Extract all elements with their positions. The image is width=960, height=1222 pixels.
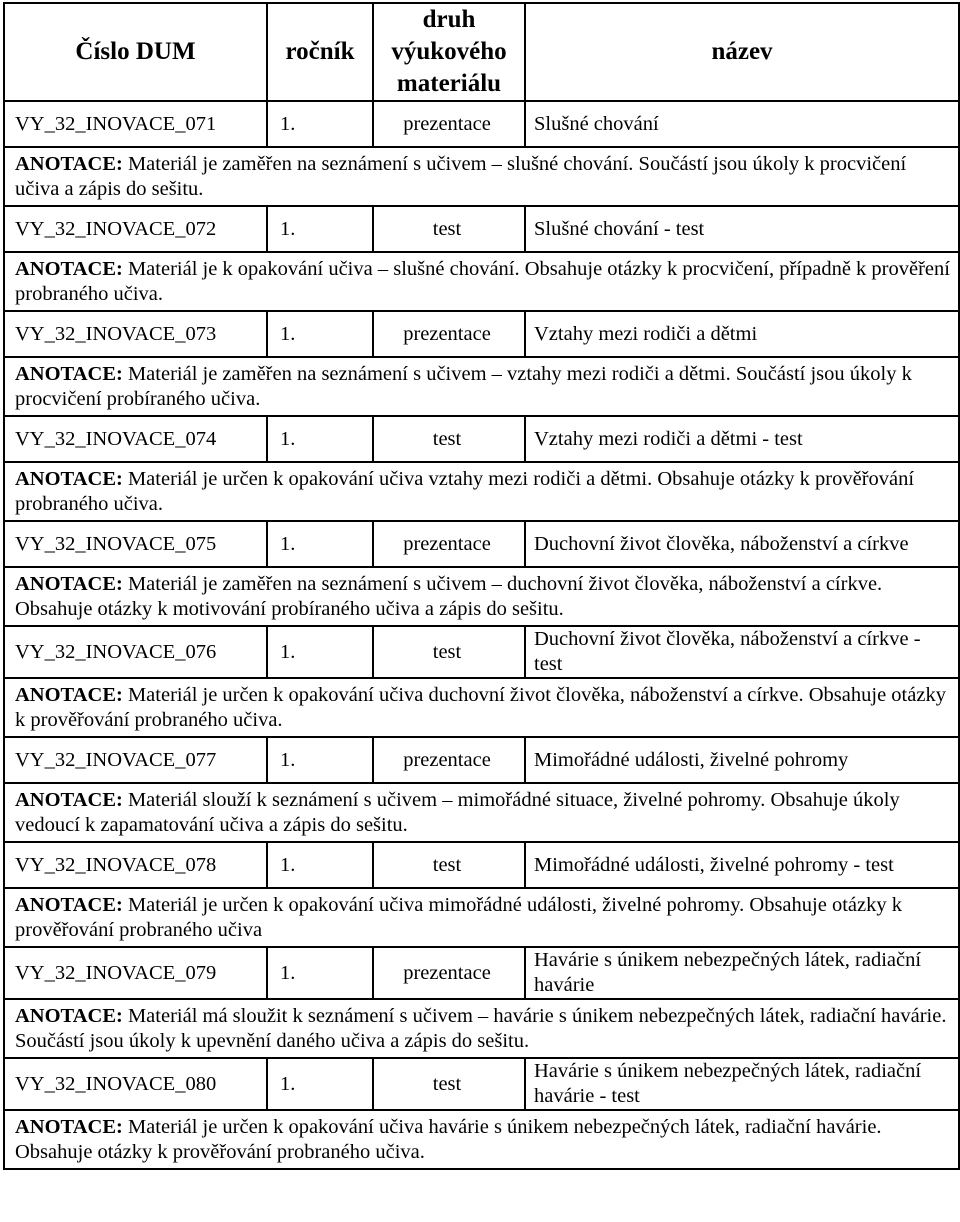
cell-type: prezentace — [373, 521, 525, 567]
annotation-cell — [4, 783, 959, 842]
annotation-cell — [4, 567, 959, 626]
cell-code: VY_32_INOVACE_077 — [4, 737, 267, 783]
annotation-row — [4, 147, 959, 206]
annotation-label: ANOTACE: — [15, 1005, 123, 1027]
annotation-cell — [4, 999, 959, 1058]
table-row — [4, 206, 959, 252]
annotation-text: Materiál je zaměřen na seznámení s učivem – vztahy mezi rodiči a dětmi. Součástí jsou úkoly k procvičení probíraného učiva. — [15, 363, 912, 410]
cell-code: VY_32_INOVACE_075 — [4, 521, 267, 567]
annotation-label: ANOTACE: — [15, 684, 123, 706]
cell-type: test — [373, 626, 525, 678]
annotation-row — [4, 783, 959, 842]
table-row — [4, 1058, 959, 1110]
table-row — [4, 626, 959, 678]
annotation-row — [4, 1110, 959, 1169]
annotation-label: ANOTACE: — [15, 573, 123, 595]
cell-code: VY_32_INOVACE_076 — [4, 626, 267, 678]
annotation-label: ANOTACE: — [15, 363, 123, 385]
header-name: název — [525, 3, 959, 101]
annotation-cell — [4, 147, 959, 206]
cell-code: VY_32_INOVACE_079 — [4, 947, 267, 999]
annotation-text: Materiál je určen k opakování učiva mimořádné události, živelné pohromy. Obsahuje otázky k prověřování probraného učiva — [15, 894, 902, 941]
annotation-row — [4, 999, 959, 1058]
annotation-label: ANOTACE: — [15, 258, 123, 280]
annotation-row — [4, 357, 959, 416]
annotation-cell — [4, 252, 959, 311]
table-row — [4, 101, 959, 147]
cell-name: Havárie s únikem nebezpečných látek, radiační havárie — [525, 947, 959, 999]
annotation-row — [4, 888, 959, 947]
cell-code: VY_32_INOVACE_073 — [4, 311, 267, 357]
table-row — [4, 311, 959, 357]
cell-grade: 1. — [267, 1058, 373, 1110]
header-grade: ročník — [267, 3, 373, 101]
cell-type: test — [373, 1058, 525, 1110]
cell-grade: 1. — [267, 416, 373, 462]
cell-code: VY_32_INOVACE_080 — [4, 1058, 267, 1110]
cell-name: Duchovní život člověka, náboženství a církve — [525, 521, 959, 567]
annotation-text: Materiál slouží k seznámení s učivem – mimořádné situace, živelné pohromy. Obsahuje úkoly vedoucí k zapamatování učiva a zápis do sešitu. — [15, 789, 900, 836]
cell-code: VY_32_INOVACE_072 — [4, 206, 267, 252]
cell-code: VY_32_INOVACE_074 — [4, 416, 267, 462]
annotation-label: ANOTACE: — [15, 1116, 123, 1138]
cell-grade: 1. — [267, 311, 373, 357]
cell-name: Vztahy mezi rodiči a dětmi - test — [525, 416, 959, 462]
cell-type: prezentace — [373, 101, 525, 147]
annotation-text: Materiál je zaměřen na seznámení s učivem – slušné chování. Součástí jsou úkoly k procvičení učiva a zápis do sešitu. — [15, 153, 907, 200]
cell-name: Mimořádné události, živelné pohromy - test — [525, 842, 959, 888]
annotation-row — [4, 678, 959, 737]
cell-name: Duchovní život člověka, náboženství a církve - test — [525, 626, 959, 678]
annotation-text: Materiál je zaměřen na seznámení s učivem – duchovní život člověka, náboženství a církve. Obsahuje otázky k motivování probíraného učiva a zápis do sešitu. — [15, 573, 883, 620]
cell-grade: 1. — [267, 206, 373, 252]
cell-name: Vztahy mezi rodiči a dětmi — [525, 311, 959, 357]
annotation-text: Materiál je určen k opakování učiva havárie s únikem nebezpečných látek, radiační havárie. Obsahuje otázky k prověřování probraného učiva. — [15, 1116, 882, 1163]
cell-code: VY_32_INOVACE_071 — [4, 101, 267, 147]
annotation-cell — [4, 888, 959, 947]
table-row — [4, 737, 959, 783]
table-row — [4, 842, 959, 888]
cell-type: test — [373, 206, 525, 252]
cell-name: Havárie s únikem nebezpečných látek, radiační havárie - test — [525, 1058, 959, 1110]
annotation-text: Materiál je určen k opakování učiva duchovní život člověka, náboženství a církve. Obsahuje otázky k prověřování probraného učiva. — [15, 684, 946, 731]
cell-grade: 1. — [267, 521, 373, 567]
annotation-cell — [4, 678, 959, 737]
cell-type: test — [373, 416, 525, 462]
cell-name: Slušné chování — [525, 101, 959, 147]
table-row — [4, 416, 959, 462]
annotation-row — [4, 252, 959, 311]
annotation-label: ANOTACE: — [15, 789, 123, 811]
cell-type: prezentace — [373, 737, 525, 783]
annotation-row — [4, 462, 959, 521]
cell-type: test — [373, 842, 525, 888]
document-page — [0, 2, 960, 1222]
cell-name: Mimořádné události, živelné pohromy — [525, 737, 959, 783]
annotation-text: Materiál je určen k opakování učiva vztahy mezi rodiči a dětmi. Obsahuje otázky k prověřování probraného učiva. — [15, 468, 915, 515]
cell-grade: 1. — [267, 626, 373, 678]
header-type: druh výukového materiálu — [373, 3, 525, 101]
annotation-text: Materiál má sloužit k seznámení s učivem – havárie s únikem nebezpečných látek, radiační havárie. Součástí jsou úkoly k upevnění daného učiva a zápis do sešitu. — [15, 1005, 947, 1052]
cell-name: Slušné chování - test — [525, 206, 959, 252]
cell-type: prezentace — [373, 947, 525, 999]
table-row — [4, 521, 959, 567]
cell-grade: 1. — [267, 101, 373, 147]
annotation-label: ANOTACE: — [15, 468, 123, 490]
dum-table — [3, 2, 960, 1170]
table-header-row — [4, 3, 959, 101]
table-row — [4, 947, 959, 999]
annotation-cell — [4, 462, 959, 521]
annotation-text: Materiál je k opakování učiva – slušné chování. Obsahuje otázky k procvičení, případně k prověření probraného učiva. — [15, 258, 950, 305]
cell-grade: 1. — [267, 947, 373, 999]
annotation-cell — [4, 357, 959, 416]
header-code: Číslo DUM — [4, 3, 267, 101]
annotation-cell — [4, 1110, 959, 1169]
cell-type: prezentace — [373, 311, 525, 357]
annotation-row — [4, 567, 959, 626]
annotation-label: ANOTACE: — [15, 153, 123, 175]
cell-grade: 1. — [267, 737, 373, 783]
annotation-label: ANOTACE: — [15, 894, 123, 916]
cell-code: VY_32_INOVACE_078 — [4, 842, 267, 888]
cell-grade: 1. — [267, 842, 373, 888]
